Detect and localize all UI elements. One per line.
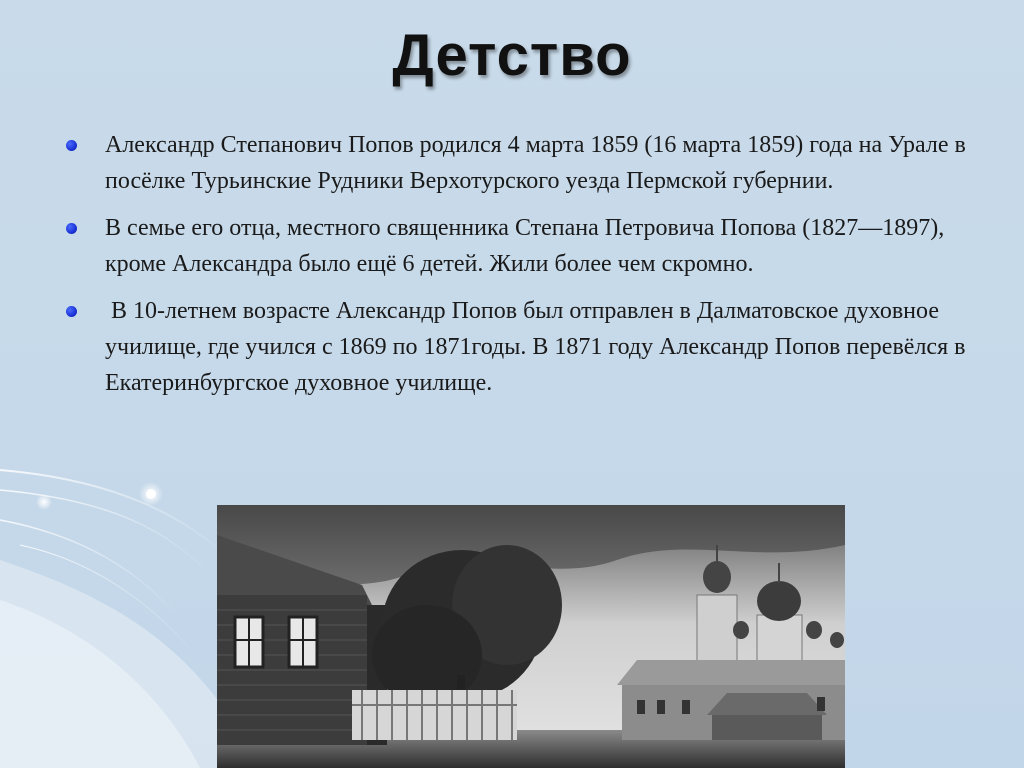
- bullet-item: [66, 127, 966, 199]
- bullet-list: [66, 127, 972, 412]
- bullet-dot-icon: [66, 306, 77, 317]
- bullet-item: [66, 210, 966, 282]
- slide-title: Детство: [392, 23, 632, 88]
- bullet-text: Александр Степанович Попов родился 4 марта 1859 (16 марта 1859) года на Урале в посёлке Турьинские Рудники Верхотурского уезда Пермской губернии.: [105, 132, 966, 194]
- bullet-dot-icon: [66, 140, 77, 151]
- bullet-dot-icon: [66, 223, 77, 234]
- bullet-text: В семье его отца, местного священника Степана Петровича Попова (1827—1897), кроме Александра было ещё 6 детей. Жили более чем скромно.: [105, 215, 945, 277]
- historic-photo: [217, 505, 845, 768]
- bullet-item: [66, 293, 972, 401]
- bullet-text: В 10-летнем возрасте Александр Попов был отправлен в Далматовское духовное училище, где учился с 1869 по 1871годы. В 1871 году Александр Попов перевёлся в Екатеринбургское духовное училище.: [105, 298, 972, 396]
